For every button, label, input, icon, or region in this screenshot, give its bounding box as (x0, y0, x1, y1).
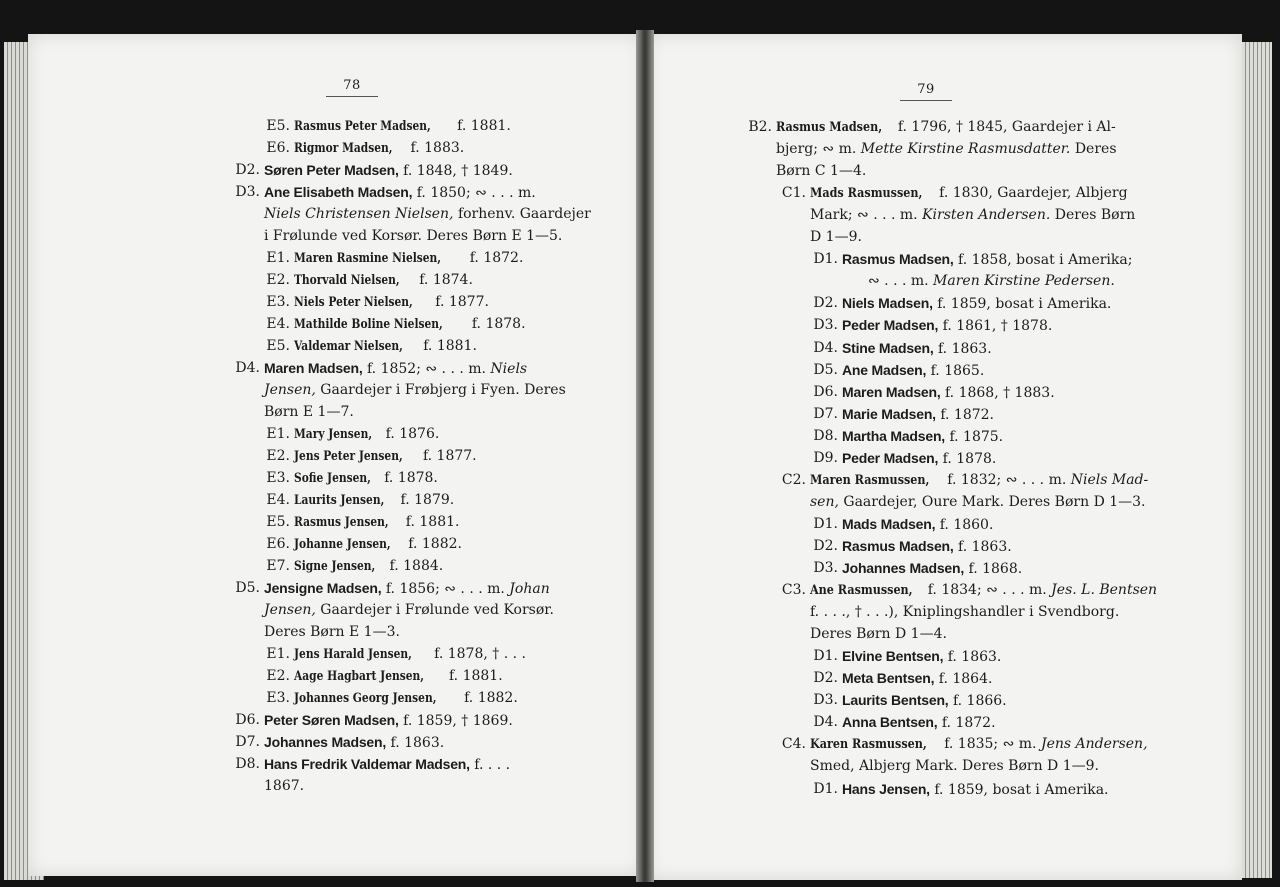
person-name: Jensigne Madsen, (264, 580, 382, 596)
person-name: Søren Peter Madsen, (264, 162, 399, 178)
entry-label: D5. (235, 580, 260, 596)
person-name: Sofie Jensen, (294, 471, 371, 486)
entry-details: f. 1830, Gaardejer, Albjerg (934, 185, 1128, 202)
entry-line (842, 449, 996, 468)
entry-details: f. 1877. (418, 448, 477, 464)
entry-label: E6. (266, 140, 290, 156)
entry-line (842, 250, 1132, 269)
entry-line (264, 579, 550, 598)
entry-details: Deres Børn (1050, 207, 1136, 224)
entry-line (264, 755, 510, 774)
entry-line (842, 316, 1052, 335)
entry-line (810, 735, 1148, 754)
continuation-line (264, 227, 562, 245)
entry-line (776, 118, 1116, 137)
person-name: Ane Madsen, (842, 361, 927, 378)
person-name: Laurits Bentsen, (842, 692, 949, 709)
spouse-name: Kirsten Andersen. (917, 207, 1051, 224)
entry-line (264, 359, 527, 378)
entry-details: f. 1874. (414, 272, 473, 288)
continuation-line (810, 228, 862, 246)
entry-label: E3. (266, 294, 290, 310)
continuation-line (810, 206, 1135, 224)
person-name: Stine Madsen, (842, 339, 934, 356)
entry-details: f. 1863. (953, 538, 1012, 555)
entry-label: E5. (266, 338, 290, 354)
person-name: Maren Madsen, (264, 360, 363, 376)
entry-label: E2. (266, 448, 290, 464)
entry-label: D6. (813, 383, 838, 400)
entry-label: D9. (813, 449, 838, 466)
person-name: Rasmus Madsen, (842, 537, 954, 554)
entry-line (810, 471, 1148, 490)
entry-line (842, 691, 1007, 710)
entry-label: D3. (813, 560, 838, 576)
entry-details: f. 1866. (948, 693, 1007, 710)
entry-details: f. 1878. (938, 450, 997, 467)
entry-details: Smed, Albjerg Mark. Deres Børn D 1—9. (810, 758, 1099, 775)
entry-details: f. 1876. (381, 426, 440, 442)
entry-details: Børn E 1—7. (264, 404, 354, 420)
entry-label: E4. (266, 316, 290, 332)
right-page-number: 79 (917, 82, 935, 97)
entry-details: f. 1863. (933, 340, 992, 357)
entry-line (842, 294, 1111, 313)
person-name: Maren Rasmine Nielsen, (294, 251, 442, 266)
entry-label: D2. (813, 295, 838, 312)
entry-label: C1. (781, 185, 806, 202)
entry-label: C4. (781, 736, 806, 753)
person-name: Jens Peter Jensen, (294, 449, 403, 464)
entry-details: f. 1858, bosat i Amerika; (953, 252, 1133, 269)
entry-line (294, 667, 503, 686)
person-name: Johannes Georg Jensen, (294, 691, 437, 706)
entry-label: E4. (266, 492, 290, 508)
continuation-line (264, 601, 554, 619)
entry-label: D8. (813, 427, 838, 444)
person-name: Hans Jensen, (842, 780, 930, 797)
entry-details: f. 1872. (465, 250, 524, 266)
entry-line (294, 535, 462, 554)
entry-line (294, 469, 438, 488)
entry-label: D1. (813, 251, 838, 268)
entry-line (264, 711, 513, 730)
spouse-name: Mette Kirstine Rasmusdatter. (856, 141, 1071, 158)
person-name: Meta Bentsen, (842, 670, 935, 687)
entry-details: f. 1878. (467, 316, 526, 332)
person-name: Rasmus Peter Madsen, (294, 119, 431, 134)
entry-details: Gaardejer, Oure Mark. Deres Børn D 1—3. (838, 493, 1146, 510)
entry-details: f. 1872. (935, 406, 995, 423)
entry-line (264, 161, 513, 180)
entry-label: D7. (813, 405, 838, 422)
person-name: Ane Elisabeth Madsen, (264, 184, 413, 200)
entry-details: f. 1864. (934, 671, 993, 688)
entry-label: D1. (813, 780, 838, 797)
entry-details: f. 1881. (418, 338, 477, 354)
person-name: Karen Rasmussen, (810, 737, 927, 753)
person-name: Niels Peter Nielsen, (294, 295, 413, 310)
spouse-name: Jes. L. Bentsen (1046, 582, 1158, 599)
entry-label: D5. (813, 361, 838, 378)
entry-details: f. 1863. (943, 649, 1002, 666)
entry-line (810, 184, 1128, 203)
entry-line (264, 183, 536, 202)
entry-line (294, 117, 511, 136)
person-name: Martha Madsen, (842, 427, 945, 444)
entry-label: D1. (813, 515, 838, 532)
entry-label: E6. (266, 536, 290, 552)
spouse-name: sen, (810, 493, 839, 510)
entry-line (842, 339, 992, 358)
entry-label: D8. (235, 756, 260, 772)
entry-details: Mark; ∾ . . . m. (810, 207, 918, 224)
person-name: Johanne Jensen, (294, 537, 391, 552)
entry-label: D6. (235, 712, 260, 728)
continuation-line (810, 625, 947, 643)
person-name: Aage Hagbart Jensen, (294, 669, 424, 684)
entry-label: D3. (813, 692, 838, 709)
entry-details: f. 1796, † 1845, Gaardejer i Al- (893, 119, 1116, 135)
person-name: Johannes Madsen, (842, 560, 965, 576)
spouse-name: Maren Kirstine Pedersen. (928, 273, 1115, 290)
entry-line (842, 537, 1012, 556)
entry-details: Børn C 1—4. (776, 163, 867, 180)
person-name: Rasmus Madsen, (842, 251, 954, 268)
person-name: Rigmor Madsen, (294, 141, 393, 156)
entry-details: f. 1852; ∾ . . . m. (362, 361, 486, 377)
entry-details: f. 1868, † 1883. (940, 384, 1055, 401)
entry-details: bjerg; ∾ m. (776, 141, 857, 158)
entry-line (842, 713, 996, 732)
entry-label: E1. (266, 250, 290, 266)
entry-details: Deres Børn E 1—3. (264, 624, 400, 640)
continuation-line (264, 381, 566, 399)
entry-label: E5. (266, 118, 290, 134)
person-name: Mads Madsen, (842, 515, 936, 532)
spouse-name: Niels Mad- (1066, 471, 1149, 488)
entry-label: E7. (266, 558, 290, 574)
continuation-line (868, 272, 1115, 290)
entry-label: D1. (813, 648, 838, 665)
person-name: Ane Rasmussen, (810, 583, 913, 599)
left-page-number: 78 (343, 78, 361, 93)
entry-details: f. 1878. (379, 470, 438, 486)
left-page-number-rule (326, 96, 378, 97)
person-name: Valdemar Nielsen, (294, 339, 403, 354)
entry-details: f. 1879. (396, 492, 455, 508)
entry-line (294, 689, 518, 708)
entry-details: D 1—9. (810, 229, 862, 246)
book-gutter (636, 30, 654, 882)
person-name: Mathilde Boline Nielsen, (294, 317, 443, 332)
entry-details: f. 1878, † . . . (429, 646, 526, 662)
person-name: Signe Jensen, (294, 559, 376, 574)
spouse-name: Niels Christensen Nielsen, (264, 206, 454, 222)
entry-line (842, 427, 1003, 446)
person-name: Jens Harald Jensen, (294, 647, 412, 662)
entry-details: f. 1856; ∾ . . . m. (381, 581, 505, 597)
entry-line (842, 383, 1055, 402)
entry-details: f. 1859, bosat i Amerika. (929, 781, 1109, 798)
entry-line (294, 271, 473, 290)
spouse-name: Jensen, (264, 602, 316, 618)
entry-details: 1867. (264, 778, 305, 794)
entry-details: f. 1832; ∾ . . . m. (942, 471, 1067, 488)
entry-line (842, 669, 992, 688)
person-name: Mads Rasmussen, (810, 186, 923, 202)
entry-line (294, 557, 443, 576)
entry-label: E1. (266, 426, 290, 442)
entry-label: D4. (235, 360, 260, 376)
entry-details: f. . . ., † . . .), Kniplingshandler i Svendborg. (810, 604, 1120, 621)
entry-label: D4. (813, 714, 838, 731)
person-name: Maren Rasmussen, (810, 472, 930, 488)
entry-details: f. 1859, † 1869. (398, 713, 513, 729)
spouse-name: Jens Andersen, (1036, 736, 1148, 753)
entry-details: f. 1881. (444, 668, 503, 684)
continuation-line (264, 403, 354, 421)
entry-label: C3. (781, 582, 806, 599)
person-name: Elvine Bentsen, (842, 648, 944, 665)
entry-line (842, 780, 1108, 799)
entry-label: E5. (266, 514, 290, 530)
entry-line (842, 405, 994, 424)
entry-label: D2. (235, 162, 260, 178)
entry-details: f. 1881. (401, 514, 460, 530)
entry-details: f. 1834; ∾ . . . m. (923, 582, 1047, 599)
person-name: Niels Madsen, (842, 295, 933, 312)
entry-details: f. 1860. (935, 516, 994, 533)
entry-label: E2. (266, 668, 290, 684)
entry-details: f. 1872. (937, 715, 996, 732)
entry-details: f. 1863. (386, 735, 445, 751)
entry-label: D2. (813, 537, 838, 554)
continuation-line (810, 757, 1099, 775)
person-name: Marie Madsen, (842, 405, 936, 422)
right-page-number-rule (900, 100, 952, 101)
entry-details: Deres (1070, 141, 1117, 158)
entry-label: C2. (781, 471, 806, 488)
entry-line (294, 425, 439, 444)
entry-details: f. 1861, † 1878. (938, 318, 1053, 335)
right-page-edges (1238, 42, 1272, 878)
entry-line (294, 337, 477, 356)
continuation-line (810, 493, 1146, 511)
entry-details: f. 1882. (459, 690, 518, 706)
entry-line (294, 315, 526, 334)
entry-details: f. 1883. (406, 140, 465, 156)
entry-details: f. 1884. (385, 558, 444, 574)
person-name: Thorvald Nielsen, (294, 273, 400, 288)
entry-line (294, 513, 459, 532)
continuation-line (264, 777, 304, 795)
person-name: Hans Fredrik Valdemar Madsen, (264, 756, 470, 772)
entry-line (294, 293, 489, 312)
entry-details: f. 1875. (945, 428, 1004, 445)
entry-line (264, 733, 444, 752)
entry-details: f. 1835; ∾ m. (939, 736, 1037, 753)
person-name: Johannes Madsen, (264, 734, 387, 750)
entry-details: f. 1882. (403, 536, 462, 552)
entry-label: D3. (813, 317, 838, 334)
entry-details: i Frølunde ved Korsør. Deres Børn E 1—5. (264, 228, 563, 244)
entry-line (842, 515, 993, 534)
continuation-line (776, 140, 1117, 158)
entry-details: forhenv. Gaardejer (453, 206, 591, 222)
entry-line (294, 249, 523, 268)
entry-label: E2. (266, 272, 290, 288)
person-name: Laurits Jensen, (294, 493, 385, 508)
entry-details: f. 1850; ∾ . . . m. (412, 185, 536, 201)
entry-line (294, 645, 526, 664)
entry-line (842, 647, 1001, 666)
continuation-line (264, 623, 400, 641)
entry-line (294, 139, 464, 158)
person-name: Anna Bentsen, (842, 714, 938, 731)
person-name: Maren Madsen, (842, 383, 941, 400)
person-name: Peder Madsen, (842, 449, 939, 466)
entry-line (810, 581, 1157, 600)
entry-details: f. 1859, bosat i Amerika. (932, 296, 1112, 313)
continuation-line (810, 603, 1119, 621)
person-name: Rasmus Jensen, (294, 515, 389, 530)
entry-details: Deres Børn D 1—4. (810, 626, 947, 643)
entry-label: E3. (266, 470, 290, 486)
entry-details: Gaardejer i Frøbjerg i Fyen. Deres (315, 382, 566, 398)
entry-line (294, 491, 454, 510)
entry-details: f. . . . (469, 757, 511, 773)
continuation-line (776, 162, 866, 180)
continuation-line (264, 205, 591, 223)
entry-label: D4. (813, 339, 838, 356)
entry-label: D7. (235, 734, 260, 750)
entry-details: Gaardejer i Frølunde ved Korsør. (315, 602, 554, 618)
spouse-name: Johan (504, 581, 550, 597)
entry-line (842, 559, 1022, 578)
entry-label: D3. (235, 184, 260, 200)
entry-label: D2. (813, 670, 838, 687)
entry-details: f. 1877. (430, 294, 489, 310)
entry-details: ∾ . . . m. (868, 273, 929, 290)
entry-details: f. 1865. (926, 362, 985, 379)
entry-details: f. 1881. (452, 118, 511, 134)
entry-details: f. 1848, † 1849. (398, 163, 513, 179)
spouse-name: Jensen, (264, 382, 316, 398)
entry-label: E3. (266, 690, 290, 706)
entry-line (294, 447, 477, 466)
person-name: Mary Jensen, (294, 427, 373, 442)
spouse-name: Niels (485, 361, 528, 377)
entry-details: f. 1868. (964, 561, 1023, 577)
entry-label: E1. (266, 646, 290, 662)
person-name: Peter Søren Madsen, (264, 712, 399, 728)
entry-line (842, 361, 984, 380)
person-name: Rasmus Madsen, (776, 120, 883, 135)
entry-label: B2. (748, 119, 772, 135)
person-name: Peder Madsen, (842, 317, 939, 334)
